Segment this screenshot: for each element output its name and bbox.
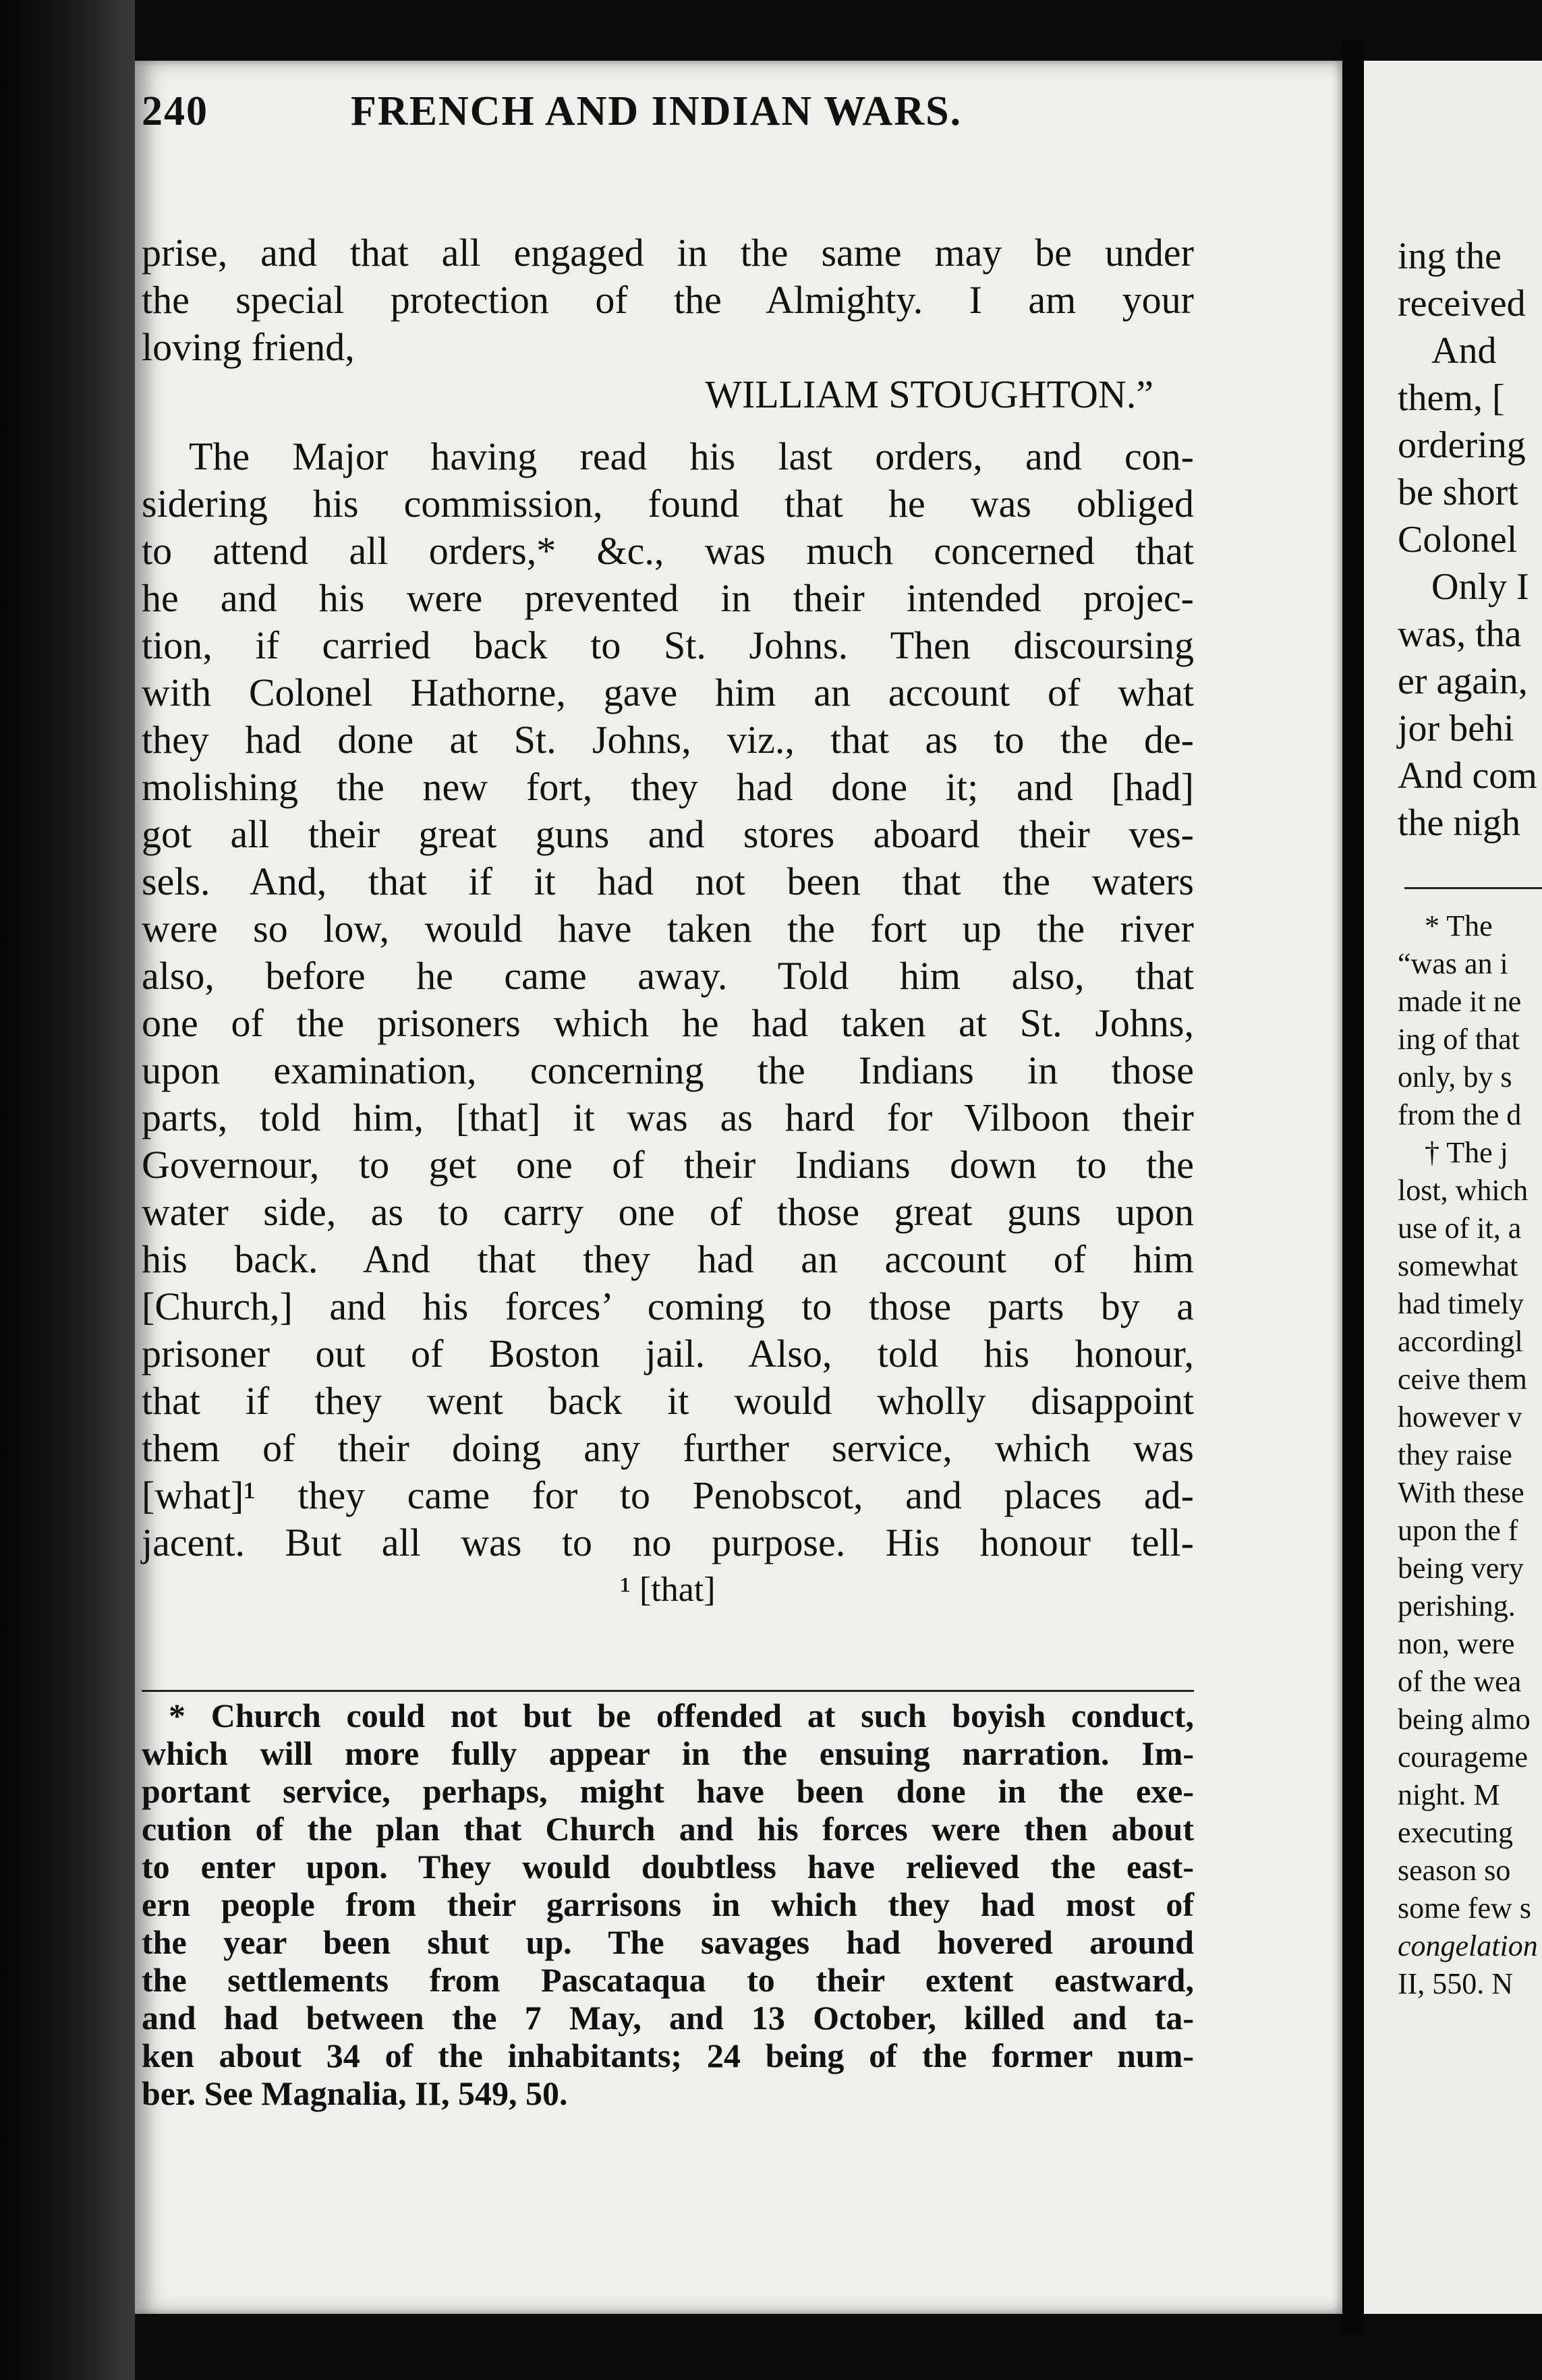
footnote-line: courageme [1398,1740,1528,1774]
footnote-line: ing of that [1398,1023,1520,1056]
text-line: they had done at St. Johns, viz., that as to the de- [142,718,1194,762]
text-line: Governour, to get one of their Indians down to the [142,1143,1194,1187]
footnote-line: being very [1398,1552,1524,1585]
text-line: [Church,] and his forces’ coming to those parts by a [142,1284,1194,1328]
text-line: Colonel [1398,519,1518,561]
footnote-line: being almo [1398,1703,1531,1736]
text-line: jor behi [1398,708,1514,749]
footnote-line: ken about 34 of the inhabitants; 24 being of the former num- [142,2037,1194,2074]
text-line: sels. And, that if it had not been that the waters [142,859,1194,903]
footnote-line: “was an i [1398,947,1508,980]
footnote-line: only, by s [1398,1060,1512,1094]
footnote-line: and had between the 7 May, and 13 October, killed and ta- [142,1999,1194,2037]
letter-signature: WILLIAM STOUGHTON.” [705,372,1153,416]
footnote-line: † The j [1425,1136,1508,1169]
footnote-line: which will more fully appear in the ensuing narration. Im- [142,1734,1194,1772]
text-line: his back. And that they had an account of him [142,1237,1194,1281]
text-line: water side, as to carry one of those great guns upon [142,1190,1194,1234]
footnote-line: made it ne [1398,985,1522,1018]
side-note: ¹ [that] [620,1570,716,1609]
footnote-line: * Church could not but be offended at such boyish conduct, [169,1697,1194,1734]
text-line: ordering [1398,424,1526,466]
page-gutter [1342,40,1364,2334]
footnote-separator [1404,887,1542,889]
text-line: molishing the new fort, they had done it; and [had] [142,765,1194,809]
footnote-line: ern people from their garrisons in which they had most of [142,1886,1194,1923]
text-line: Only I [1431,566,1529,608]
text-line: them, [ [1398,377,1505,419]
book-spine [0,0,135,2380]
footnote-line: some few s [1398,1892,1531,1925]
footnote-line: upon the f [1398,1514,1518,1547]
text-line: also, before he came away. Told him also, that [142,954,1194,998]
footnote-line: however v [1398,1400,1522,1434]
page-header [142,88,1194,182]
footnote-line: perishing. [1398,1589,1516,1622]
footnote-line: congelation [1398,1929,1538,1962]
text-line: received [1398,283,1526,324]
running-head: FRENCH AND INDIAN WARS. [351,88,963,134]
footnote-line: night. M [1398,1778,1500,1811]
text-line: [what]¹ they came for to Penobscot, and places ad- [142,1473,1194,1517]
text-line: he and his were prevented in their intended projec- [142,576,1194,620]
text-line: one of the prisoners which he had taken at St. Johns, [142,1001,1194,1045]
text-line: And [1431,330,1497,372]
footnote-line: the year been shut up. The savages had hovered around [142,1923,1194,1961]
footnote-line: * The [1425,909,1493,942]
text-line: prise, and that all engaged in the same may be under [142,231,1194,275]
footnote-line: With these [1398,1476,1524,1509]
text-line: were so low, would have taken the fort up the river [142,907,1194,951]
text-line: them of their doing any further service, which was [142,1426,1194,1470]
text-line: jacent. But all was to no purpose. His honour tell- [142,1521,1194,1564]
text-line: that if they went back it would wholly disappoint [142,1379,1194,1423]
text-line: with Colonel Hathorne, gave him an account of what [142,671,1194,714]
text-line: tion, if carried back to St. Johns. Then discoursing [142,623,1194,667]
right-page-notes [1398,907,1538,2003]
text-line: ing the [1398,235,1502,277]
footnote-line: executing [1398,1816,1514,1849]
text-line: got all their great guns and stores aboard their ves- [142,812,1194,856]
footnote-line: they raise [1398,1438,1512,1471]
right-page-fragment [1364,61,1542,2314]
footnote-line: to enter upon. They would doubtless have relieved the east- [142,1848,1194,1886]
footnote-line: cution of the plan that Church and his forces were then about [142,1810,1194,1848]
footnote-line: of the wea [1398,1665,1522,1698]
text-line: loving friend, [142,325,355,369]
right-page-text [1398,233,1537,847]
footnote [142,1697,1194,2112]
footnote-line: ceive them [1398,1363,1527,1396]
footnote-line: accordingl [1398,1325,1523,1358]
footnote-line: somewhat [1398,1249,1518,1282]
text-line: And com [1398,755,1537,797]
text-line: upon examination, concerning the Indians in those [142,1048,1194,1092]
text-line: sidering his commission, found that he was obliged [142,482,1194,526]
footnote-line: ber. See Magnalia, II, 549, 50. [142,2074,568,2112]
footnote-line: lost, which [1398,1174,1529,1207]
text-line: be short [1398,472,1518,513]
footnote-line: portant service, perhaps, might have been done in the exe- [142,1772,1194,1810]
footnote-line: from the d [1398,1098,1522,1131]
footnote-line: II, 550. N [1398,1967,1514,2000]
page-number: 240 [142,88,208,134]
text-line: the nigh [1398,802,1520,844]
footnote-line: had timely [1398,1287,1524,1320]
main-text [142,229,1194,1614]
footnote-line: use of it, a [1398,1212,1522,1245]
text-line: prisoner out of Boston jail. Also, told his honour, [142,1332,1194,1376]
text-line: er again, [1398,660,1528,702]
text-line: parts, told him, [that] it was as hard for Vilboon their [142,1096,1194,1139]
footnote-line: the settlements from Pascataqua to their extent eastward, [142,1961,1194,1999]
text-line: to attend all orders,* &c., was much concerned that [142,529,1194,573]
text-line: was, tha [1398,613,1522,655]
text-line: the special protection of the Almighty. I am your [142,278,1194,322]
footnote-line: season so [1398,1854,1511,1887]
footnote-separator [142,1690,1194,1692]
footnote-line: non, were [1398,1627,1515,1660]
text-line: The Major having read his last orders, and con- [189,434,1194,478]
